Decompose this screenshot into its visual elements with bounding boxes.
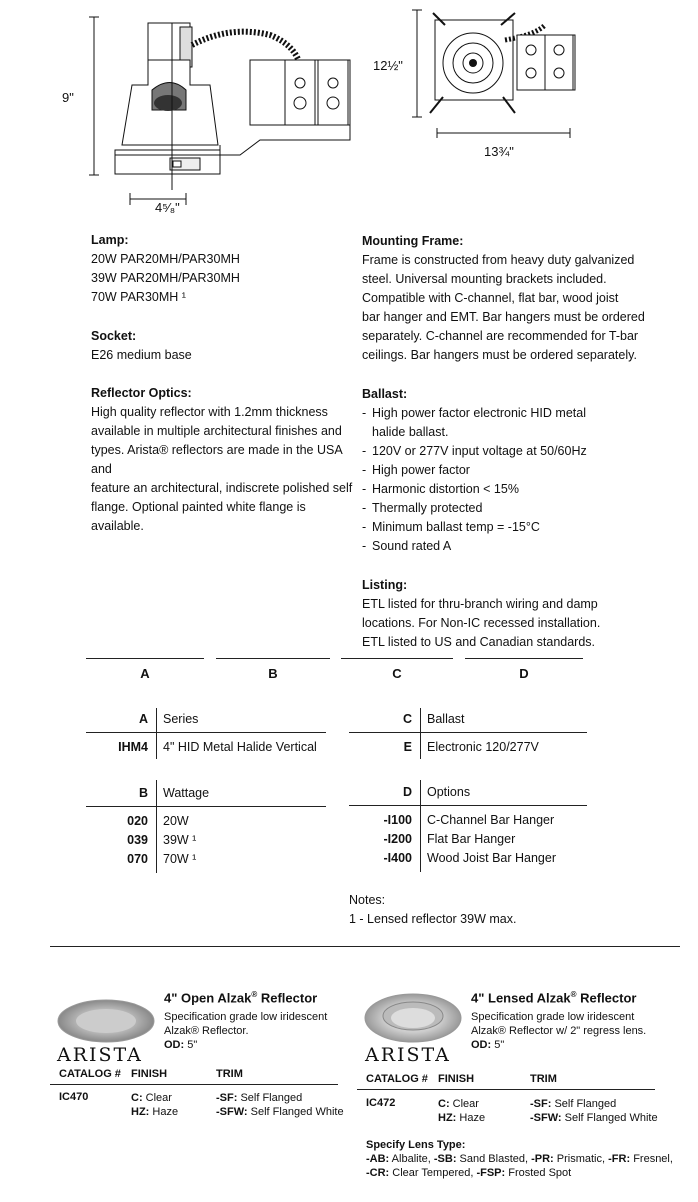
lensed-header-catalog: CATALOG #	[366, 1073, 428, 1085]
lensed-finish-list: C: Clear HZ: Haze	[438, 1098, 486, 1124]
reflector-title: Reflector Optics:	[91, 386, 192, 400]
lamp-line: 39W PAR20MH/PAR30MH	[91, 271, 240, 285]
series-heading: Series	[163, 712, 199, 726]
open-reflector-title: 4" Open Alzak® Reflector	[164, 990, 318, 1006]
reflector-section	[91, 384, 359, 536]
lens-type-line-2: -CR: Clear Tempered, -FSP: Frosted Spot	[366, 1167, 572, 1179]
ballast-item: - Harmonic distortion < 15%	[362, 480, 662, 499]
open-header-trim: TRIM	[216, 1068, 243, 1080]
socket-title: Socket:	[91, 329, 137, 343]
ballast-item: - 120V or 277V input voltage at 50/60Hz	[362, 442, 662, 461]
listing-line: ETL listed for thru-branch wiring and damp	[362, 597, 598, 611]
mounting-section	[362, 232, 662, 365]
wattage-code: 039	[127, 833, 148, 847]
listing-line: ETL listed to US and Canadian standards.	[362, 635, 596, 649]
listing-line: locations. For Non-IC recessed installation.	[362, 616, 601, 630]
mounting-title: Mounting Frame:	[362, 234, 464, 248]
order-column-d: D	[519, 666, 529, 681]
notes-text: 1 - Lensed reflector 39W max.	[349, 912, 517, 926]
open-reflector-desc: Specification grade low iridescent Alzak® Reflector. OD: 5"	[164, 1011, 328, 1051]
options-desc: Flat Bar Hanger	[427, 832, 516, 846]
series-code: IHM4	[118, 740, 148, 754]
order-column-c: C	[392, 666, 402, 681]
ballast-title: Ballast:	[362, 387, 408, 401]
series-desc: 4" HID Metal Halide Vertical	[163, 740, 317, 754]
mounting-line: bar hanger and EMT. Bar hangers must be ordered	[362, 310, 645, 324]
reflector-line: flange. Optional painted white flange is available.	[91, 500, 306, 533]
plan-height-dimension: 12½"	[373, 58, 403, 73]
options-code: -I400	[383, 851, 412, 865]
wattage-desc: 70W ¹	[163, 852, 197, 866]
side-view-drawing	[60, 5, 360, 220]
ballast-item: - Thermally protected	[362, 499, 662, 518]
options-code: -I200	[383, 832, 412, 846]
lensed-header-finish: FINISH	[438, 1073, 475, 1085]
lens-type-section	[366, 1138, 686, 1180]
notes-section	[349, 891, 649, 929]
open-catalog-number: IC470	[59, 1091, 89, 1103]
ballast-item: - High power factor electronic HID metal halide ballast.	[362, 404, 612, 442]
reflector-line: High quality reflector with 1.2mm thickness	[91, 405, 328, 419]
wattage-heading: Wattage	[163, 786, 210, 800]
wattage-desc: 20W	[163, 814, 189, 828]
lamp-line: 20W PAR20MH/PAR30MH	[91, 252, 240, 266]
lensed-reflector-title: 4" Lensed Alzak® Reflector	[471, 990, 637, 1006]
notes-title: Notes:	[349, 893, 386, 907]
open-header-catalog: CATALOG #	[59, 1068, 121, 1080]
socket-section	[91, 327, 351, 365]
lensed-reflector-image	[363, 992, 463, 1044]
wattage-desc: 39W ¹	[163, 833, 197, 847]
mounting-line: Compatible with C-channel, flat bar, wood joist	[362, 291, 619, 305]
ballast-heading: Ballast	[427, 712, 465, 726]
arista-logo-left: ARISTA	[57, 1044, 143, 1066]
lamp-section	[91, 231, 351, 307]
order-column-b: B	[268, 666, 278, 681]
lensed-catalog-number: IC472	[366, 1097, 396, 1109]
options-code: -I100	[383, 813, 412, 827]
series-code-letter: A	[138, 712, 148, 726]
lensed-trim-list: -SF: Self Flanged -SFW: Self Flanged White	[530, 1098, 658, 1124]
socket-text: E26 medium base	[91, 348, 192, 362]
mounting-line: ceilings. Bar hangers must be ordered separately.	[362, 348, 637, 362]
ballast-section	[362, 385, 662, 556]
order-column-a: A	[140, 666, 150, 681]
mounting-line: separately. C-channel are recommended for T-bar	[362, 329, 639, 343]
ballast-code-letter: C	[402, 712, 412, 726]
lensed-header-trim: TRIM	[530, 1073, 557, 1085]
width-dimension: 4⁵⁄₈"	[155, 200, 180, 215]
lens-type-line-1: -AB: Albalite, -SB: Sand Blasted, -PR: Prismatic, -FR: Fresnel,	[366, 1153, 673, 1165]
reflector-line: available in multiple architectural finishes and	[91, 424, 342, 438]
listing-title: Listing:	[362, 578, 408, 592]
mounting-line: steel. Universal mounting brackets included.	[362, 272, 607, 286]
wattage-code: 070	[127, 852, 148, 866]
plan-width-dimension: 13¾"	[484, 144, 514, 159]
ballast-item: - Sound rated A	[362, 537, 662, 556]
open-reflector-image	[56, 998, 156, 1044]
open-trim-list: -SF: Self Flanged -SFW: Self Flanged White	[216, 1092, 344, 1118]
options-heading: Options	[427, 785, 471, 799]
mounting-line: Frame is constructed from heavy duty galvanized	[362, 253, 635, 267]
lens-type-title: Specify Lens Type:	[366, 1139, 466, 1151]
wattage-code: 020	[127, 814, 148, 828]
open-header-finish: FINISH	[131, 1068, 168, 1080]
arista-logo-right: ARISTA	[365, 1044, 451, 1066]
options-desc: Wood Joist Bar Hanger	[427, 851, 556, 865]
open-finish-list: C: Clear HZ: Haze	[131, 1092, 179, 1118]
ballast-item: - Minimum ballast temp = -15°C	[362, 518, 662, 537]
options-code-letter: D	[402, 785, 412, 799]
wattage-code-letter: B	[138, 786, 148, 800]
reflector-line: feature an architectural, indiscrete polished self	[91, 481, 353, 495]
options-desc: C-Channel Bar Hanger	[427, 813, 555, 827]
lamp-line: 70W PAR30MH ¹	[91, 290, 186, 304]
lensed-reflector-desc: Specification grade low iridescent Alzak® Reflector w/ 2" regress lens. OD: 5"	[471, 1011, 647, 1051]
reflector-line: types. Arista® reflectors are made in the USA and	[91, 443, 342, 476]
ballast-desc: Electronic 120/277V	[427, 740, 539, 754]
listing-section	[362, 576, 662, 652]
ballast-code: E	[403, 740, 412, 754]
lamp-title: Lamp:	[91, 233, 129, 247]
height-dimension: 9"	[62, 90, 74, 105]
ballast-item: - High power factor	[362, 461, 662, 480]
plan-view-drawing	[405, 5, 595, 145]
